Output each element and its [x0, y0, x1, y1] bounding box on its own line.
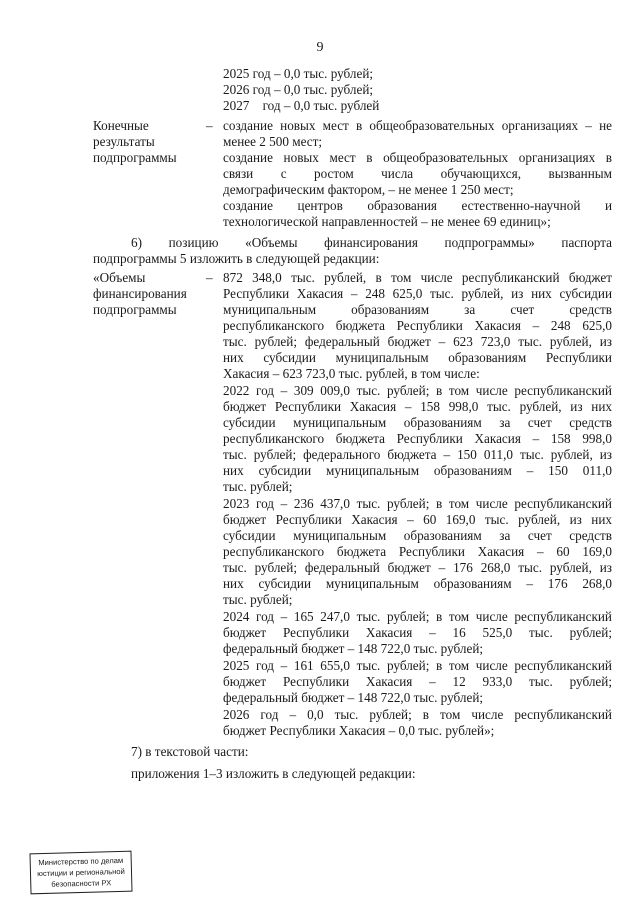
- volumes-line: тыс. рублей;: [223, 479, 293, 494]
- volumes-label-line: «Объемы: [93, 270, 146, 285]
- volumes-line: тыс. рублей; федеральный бюджет – 623 723,0 тыс. рублей, из: [223, 334, 612, 349]
- results-line: создание новых мест в общеобразовательных организациях – не: [223, 118, 612, 133]
- volumes-line: тыс. рублей;: [223, 592, 293, 607]
- volumes-line: Республики Хакасия – 248 625,0 тыс. рублей, из них субсидии: [223, 286, 612, 301]
- appendix-line: приложения 1–3 изложить в следующей редакции:: [131, 766, 416, 781]
- text-line: 2026 год – 0,0 тыс. рублей;: [223, 82, 374, 97]
- volumes-line: бюджет Республики Хакасия – 12 933,0 тыс. рублей;: [223, 674, 612, 689]
- text-line: 2027 год – 0,0 тыс. рублей: [223, 98, 380, 113]
- volumes-line: них субсидии муниципальным образованиям – 176 268,0: [223, 576, 612, 591]
- text-line: 2025 год – 0,0 тыс. рублей;: [223, 66, 374, 81]
- results-dash: –: [206, 118, 213, 133]
- volumes-line: тыс. рублей; федерального бюджета – 150 011,0 тыс. рублей, из: [223, 447, 612, 462]
- volumes-line: тыс. рублей; федеральный бюджет – 176 268,0 тыс. рублей, из: [223, 560, 612, 575]
- volumes-line: республиканского бюджета Республики Хакасия – 248 625,0: [223, 318, 612, 333]
- ministry-stamp: [29, 851, 132, 895]
- volumes-line: 2023 год – 236 437,0 тыс. рублей; в том числе республиканский: [223, 496, 612, 511]
- volumes-line: республиканского бюджета Республики Хакасия – 60 169,0: [223, 544, 612, 559]
- volumes-line: бюджет Республики Хакасия – 16 525,0 тыс. рублей;: [223, 625, 612, 640]
- volumes-line: бюджет Республики Хакасия – 0,0 тыс. рублей»;: [223, 723, 495, 738]
- results-label-line: подпрограммы: [93, 150, 177, 165]
- results-line: создание новых мест в общеобразовательных организациях в: [223, 150, 612, 165]
- volumes-line: бюджет Республики Хакасия – 158 998,0 тыс. рублей, из них: [223, 399, 612, 414]
- volumes-line: них субсидии муниципальным образованиям – 150 011,0: [223, 463, 612, 478]
- results-label-line: Конечные: [93, 118, 149, 133]
- volumes-dash: –: [206, 270, 213, 285]
- item-6-line: подпрограммы 5 изложить в следующей редакции:: [93, 251, 380, 266]
- results-line: демографическим фактором, – не менее 1 250 мест;: [223, 182, 514, 197]
- volumes-line: муниципальным образованиям за счет средств: [223, 302, 612, 317]
- volumes-line: 872 348,0 тыс. рублей, в том числе республиканский бюджет: [223, 270, 612, 285]
- results-line: создание центров образования естественно-научной и: [223, 198, 612, 213]
- stamp-line: юстиции и региональной: [37, 866, 125, 879]
- volumes-label-line: финансирования: [93, 286, 187, 301]
- volumes-line: субсидии муниципальным образованиям за счет средств: [223, 528, 612, 543]
- volumes-line: них субсидии муниципальным образованиям Республики: [223, 350, 612, 365]
- page-number: 9: [316, 40, 324, 55]
- results-line: технологической направленностей – не менее 69 единиц»;: [223, 214, 551, 229]
- volumes-line: 2024 год – 165 247,0 тыс. рублей; в том числе республиканский: [223, 609, 612, 624]
- volumes-line: субсидии муниципальным образованиям за счет средств: [223, 415, 612, 430]
- results-line: менее 2 500 мест;: [223, 134, 323, 149]
- volumes-line: федеральный бюджет – 148 722,0 тыс. рублей;: [223, 690, 484, 705]
- item-6-line: 6) позицию «Объемы финансирования подпрограммы» паспорта: [131, 235, 612, 250]
- volumes-line: 2026 год – 0,0 тыс. рублей; в том числе республиканский: [223, 707, 612, 722]
- item-7-line: 7) в текстовой части:: [131, 744, 249, 759]
- stamp-line: безопасности РХ: [51, 878, 112, 889]
- volumes-line: 2025 год – 161 655,0 тыс. рублей; в том числе республиканский: [223, 658, 612, 673]
- volumes-line: Хакасия – 623 723,0 тыс. рублей, в том числе:: [223, 366, 480, 381]
- volumes-line: бюджет Республики Хакасия – 60 169,0 тыс. рублей, из них: [223, 512, 612, 527]
- volumes-line: республиканского бюджета Республики Хакасия – 158 998,0: [223, 431, 612, 446]
- results-line: связи с ростом числа обучающихся, вызванным: [223, 166, 612, 181]
- volumes-line: федеральный бюджет – 148 722,0 тыс. рублей;: [223, 641, 484, 656]
- volumes-line: 2022 год – 309 009,0 тыс. рублей; в том числе республиканский: [223, 383, 612, 398]
- volumes-label-line: подпрограммы: [93, 302, 177, 317]
- results-label-line: результаты: [93, 134, 155, 149]
- stamp-line: Министерство по делам: [38, 855, 124, 868]
